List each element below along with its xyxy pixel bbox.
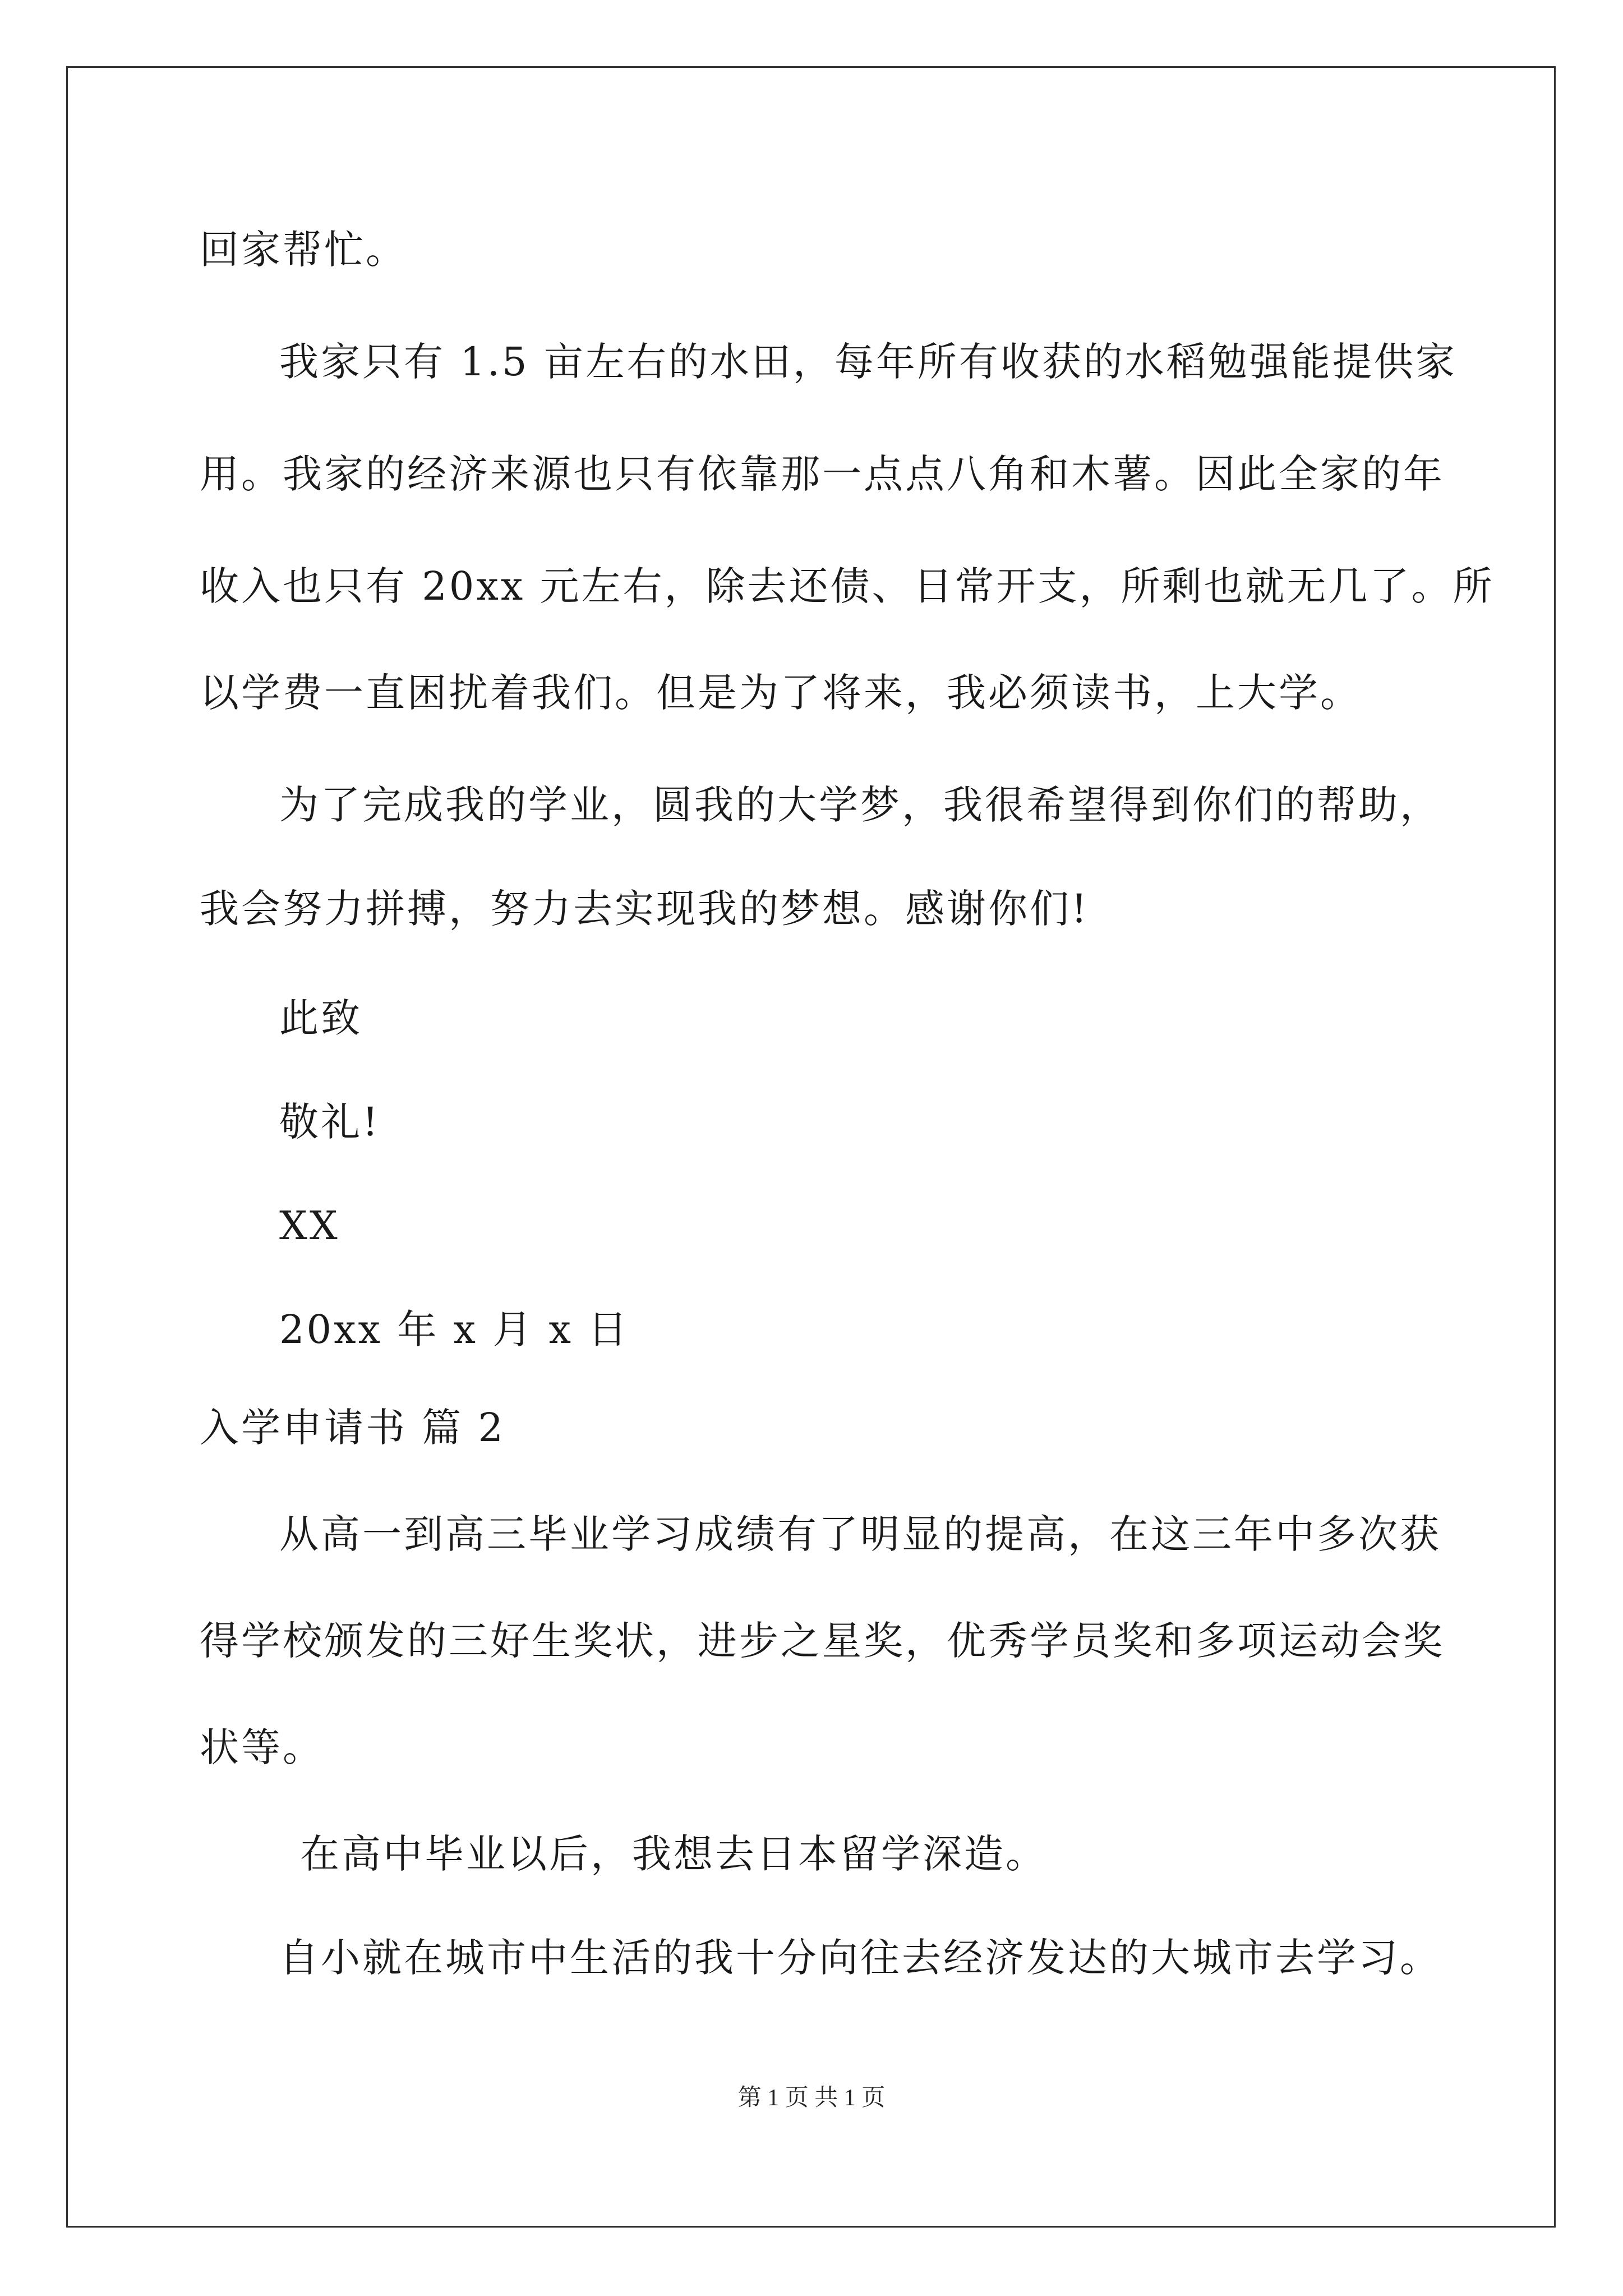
page-footer: 第 1 页 共 1 页	[737, 2085, 886, 2111]
text-line: 用。我家的经济来源也只有依靠那一点点八角和木薯。因此全家的年	[200, 451, 1445, 497]
text-line: 回家帮忙。	[200, 227, 407, 273]
text-line: 我会努力拼搏，努力去实现我的梦想。感谢你们!	[200, 886, 1090, 932]
text-line: 我家只有 1.5 亩左右的水田，每年所有收获的水稻勉强能提供家	[279, 339, 1457, 385]
section-heading: 入学申请书 篇 2	[200, 1405, 506, 1451]
text-line: 以学费一直困扰着我们。但是为了将来，我必须读书，上大学。	[200, 670, 1362, 716]
text-line: 状等。	[200, 1724, 324, 1770]
text-line: 从高一到高三毕业学习成绩有了明显的提高，在这三年中多次获	[279, 1511, 1441, 1557]
text-line: 在高中毕业以后，我想去日本留学深造。	[300, 1831, 1047, 1877]
page-border	[66, 66, 1556, 2228]
salutation: 此致	[279, 995, 362, 1041]
text-line: 为了完成我的学业，圆我的大学梦，我很希望得到你们的帮助，	[279, 782, 1441, 828]
closing: 敬礼!	[279, 1099, 381, 1145]
text-line: 得学校颁发的三好生奖状，进步之星奖，优秀学员奖和多项运动会奖	[200, 1618, 1445, 1664]
signature: XX	[279, 1203, 340, 1249]
date: 20xx 年 x 月 x 日	[279, 1306, 630, 1352]
text-line: 自小就在城市中生活的我十分向往去经济发达的大城市去学习。	[279, 1935, 1441, 1981]
text-line: 收入也只有 20xx 元左右，除去还债、日常开支，所剩也就无几了。所	[200, 563, 1495, 609]
